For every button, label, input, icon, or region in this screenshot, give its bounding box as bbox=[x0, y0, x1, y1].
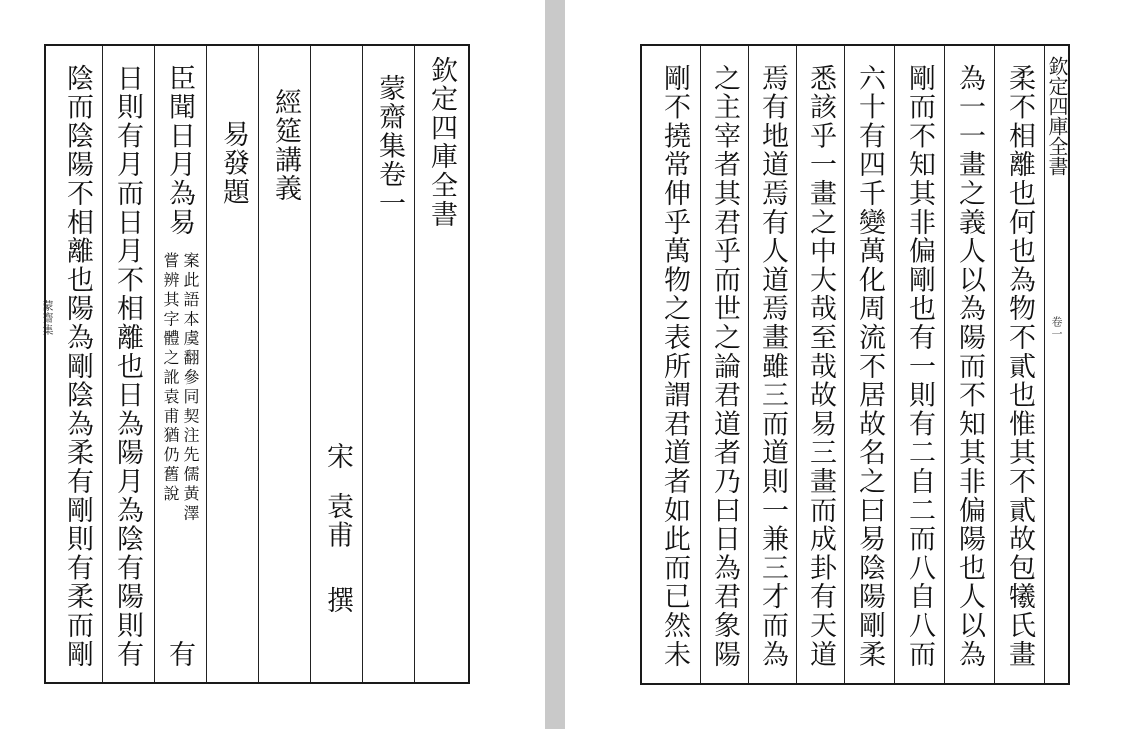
commentary-note-b: 嘗辨其字體之訛袁甫猶仍舊說 bbox=[161, 252, 180, 505]
right-column-2: 為一一畫之義人以為陽而不知其非偏陽也人以為 bbox=[944, 46, 994, 683]
left-column-4: 日則有月而日月不相離也日為陽月為陰有陽則有 bbox=[102, 46, 154, 682]
page-gutter bbox=[545, 0, 565, 729]
section-title: 經筵講義 bbox=[270, 88, 301, 204]
right-column-4: 六十有四千變萬化周流不居故名之曰易陰陽剛柔 bbox=[844, 46, 894, 683]
right-column-7: 之主宰者其君乎而世之論君道者乃曰日為君象陽 bbox=[700, 46, 748, 683]
right-column-6: 焉有地道焉有人道焉畫雖三而道則一兼三才而為 bbox=[748, 46, 796, 683]
subsection-title: 易發題 bbox=[218, 120, 249, 207]
author-role: 撰 bbox=[322, 586, 353, 615]
right-column-8: 剛不撓常伸乎萬物之表所謂君道者如此而已然未 bbox=[659, 64, 690, 669]
right-column-header bbox=[1044, 46, 1068, 683]
commentary-note-a: 案此語本虞翻參同契注先儒黃澤 bbox=[181, 252, 200, 524]
book-title: 蒙齋集卷一 bbox=[374, 74, 405, 218]
right-page-frame bbox=[640, 44, 1070, 685]
right-column-1: 柔不相離也何也為物不貳也惟其不貳故包犧氏畫 bbox=[994, 46, 1044, 683]
right-page-header: 欽定四庫全書 bbox=[1045, 56, 1069, 176]
left-column-author bbox=[310, 46, 362, 682]
right-column-5: 悉該乎一畫之中大哉至哉故易三畫而成卦有天道 bbox=[796, 46, 844, 683]
left-column-5: 陰而陰陽不相離也陽為剛陰為柔有剛則有柔而剛 bbox=[62, 64, 93, 669]
left-margin-label: 蒙齋集 bbox=[41, 300, 54, 336]
right-page bbox=[565, 0, 1126, 729]
left-column-3: 臣聞日月為易 案此語本虞翻參同契注先儒黃澤 嘗辨其字體之訛袁甫猶仍舊說 有 bbox=[154, 46, 206, 682]
left-page bbox=[0, 0, 545, 729]
left-column-1 bbox=[258, 46, 310, 682]
page-header: 欽定四庫全書 bbox=[426, 56, 457, 229]
left-page-frame bbox=[41, 44, 470, 684]
author-dynasty: 宋 bbox=[322, 442, 353, 471]
right-column-3: 剛而不知其非偏剛也有一則有二自二而八自八而 bbox=[894, 46, 944, 683]
left-column-book-title bbox=[362, 46, 414, 682]
author-name: 袁甫 bbox=[322, 492, 353, 550]
left-column-header bbox=[414, 46, 468, 682]
right-margin-label: 卷一 bbox=[1050, 316, 1063, 340]
left-column-2 bbox=[206, 46, 258, 682]
